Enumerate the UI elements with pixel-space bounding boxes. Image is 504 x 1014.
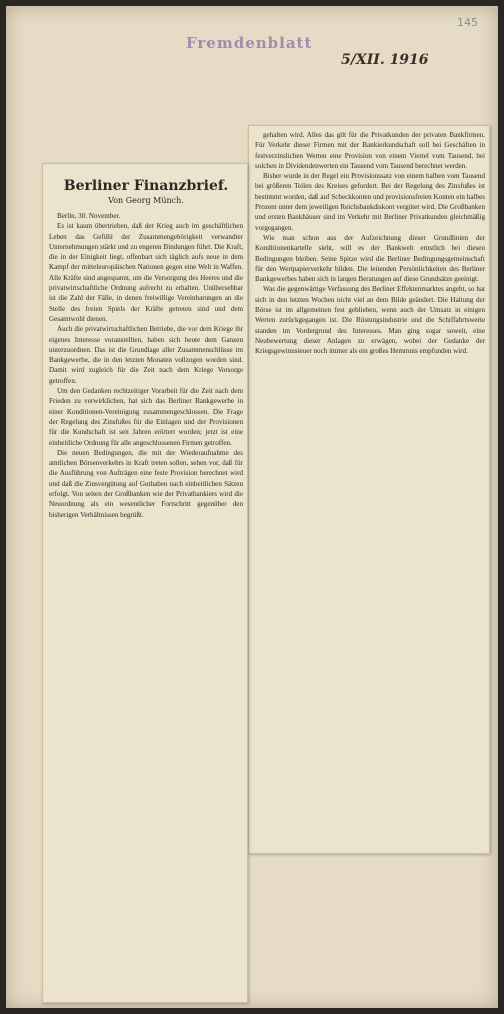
newspaper-stamp: Fremdenblatt (186, 34, 313, 52)
clipping-right-column (248, 125, 490, 854)
article-paragraph: Auch die privatwirtschaftlichen Betriebe, die vor dem Kriege ihr eigenes Interesse voranstellten, haben sich heute dem Ganzen unterzuordnen. Das ist die Grundlage aller Zusammenschlüsse im Bankgewerbe, die in den letzten Monaten vollzogen worden sind. Damit wird zugleich für die Zeit nach dem Kriege Vorsorge getroffen. (49, 325, 243, 385)
article-paragraph: Die neuen Bedingungen, die mit der Wiederaufnahme des amtlichen Börsenverkehrs in Kraft treten sollen, sehen vor, daß für die Ausführung von Aufträgen eine feste Provision berechnet wird und daß die Zinsvergütung auf Guthaben nach einheitlichen Sätzen erfolgt. Von seiten der Großbanken wie der Privatbankiers wird die Neuordnung als ein wesentlicher Fortschritt gegenüber den bisherigen Verhältnissen begrüßt. (49, 448, 243, 519)
handwritten-date: 5/XII. 1916 (341, 52, 429, 68)
article-paragraph: Um den Gedanken rechtzeitiger Vorarbeit für die Zeit nach dem Frieden zu verwirklichen, hat sich das Berliner Bankgewerbe in einer Konditionen-Vereinigung zusammengeschlossen. Die Frage der Regelung des Zinsfußes für die Einlagen und der Provisionen für die Kundschaft ist seit Jahren erörtert worden; jetzt ist eine einheitliche Ordnung für alle angeschlossenen Firmen getroffen. (49, 387, 243, 447)
article-paragraph: Was die gegenwärtige Verfassung des Berliner Effektenmarktes angeht, so hat sich in den letzten Wochen nicht viel an dem Bilde geändert. Die Haltung der Börse ist im allgemeinen fest geblieben, wenn auch der Umsatz in einigen Werten zurückgegangen ist. Die Rüstungsindustrie und die Schiffahrtswerte standen im Vordergrund des Interesses. Man ging sogar soweit, eine Neubewertung dieser Anlagen zu erwägen, wobei der Gedanke der Kriegsgewinnsteuer noch immer als ein großes Hemmnis empfunden wird. (255, 285, 485, 356)
article-dateline: Berlin, 30. November. (57, 212, 121, 220)
clipping-left-column (42, 163, 248, 1003)
right-column-text (255, 130, 485, 849)
article-title: Berliner Finanzbrief. (63, 178, 229, 194)
article-paragraph: Wie man schon aus der Aufzeichnung dieser Grundlinien der Konditionenkartelle sieht, will es der Bankwelt ernstlich bei diesen Bedingungen bleiben. Seine Spitze wird die Berliner Bedingungsgemeinschaft für den Wertpapierverkehr bilden. Die leitenden Persönlichkeiten des Berliner Bankgewerbes haben sich in langen Beratungen auf diese Grundsätze geeinigt. (255, 233, 485, 284)
article-paragraph: Bisher wurde in der Regel ein Provisionssatz von einem halben vom Tausend bei größeren Teilen des Kreises gefordert. Bei der Regelung des Zinsfußes ist bestimmt worden, daß auf Scheckkonten und provisionsfreien Konten ein halbes Prozent unter dem jeweiligen Reichsbankdiskont vergütet wird. Die Großbanken und ersten Bankhäuser sind im Verkehr mit Berliner Privatkunden gleichmäßig vorgegangen. (255, 172, 485, 232)
article-paragraph: gehalten wird. Alles das gilt für die Privatkunden der privaten Bankfirmen. Für Verkehr dieser Firmen mit der Bankierkundschaft soll bei Geschäften in festverzinslichen Werten eine Provision von einem Viertel vom Tausend, bei solchen in Dividendenwerten ein Tausend vom Tausend berechnet werden. (255, 131, 485, 170)
article-byline: Von Georg Münch. (108, 196, 184, 205)
left-column-text (49, 168, 243, 998)
archive-reference-number: 145 (457, 16, 478, 29)
article-paragraph: Es ist kaum übertrieben, daß der Krieg auch im geschäftlichen Leben das Gefühl der Zusammengehörigkeit verwandter Unternehmungen stärkt und zu engeren Bindungen führt. Die Kraft, die in der Einigkeit liegt, offenbart sich täglich aufs neue in dem Kampf der mitteleuropäischen Nationen gegen eine Welt in Waffen. Alle Kräfte sind angespannt, um die Versorgung des Heeres und die privatwirtschaftliche Ordnung aufrecht zu erhalten. Unübersehbar ist die Zahl der Fälle, in denen freiwillige Vereinbarungen an die Stelle des freien Spiels der Kräfte getreten sind und dem Gesamtwohl dienen. (49, 222, 243, 323)
